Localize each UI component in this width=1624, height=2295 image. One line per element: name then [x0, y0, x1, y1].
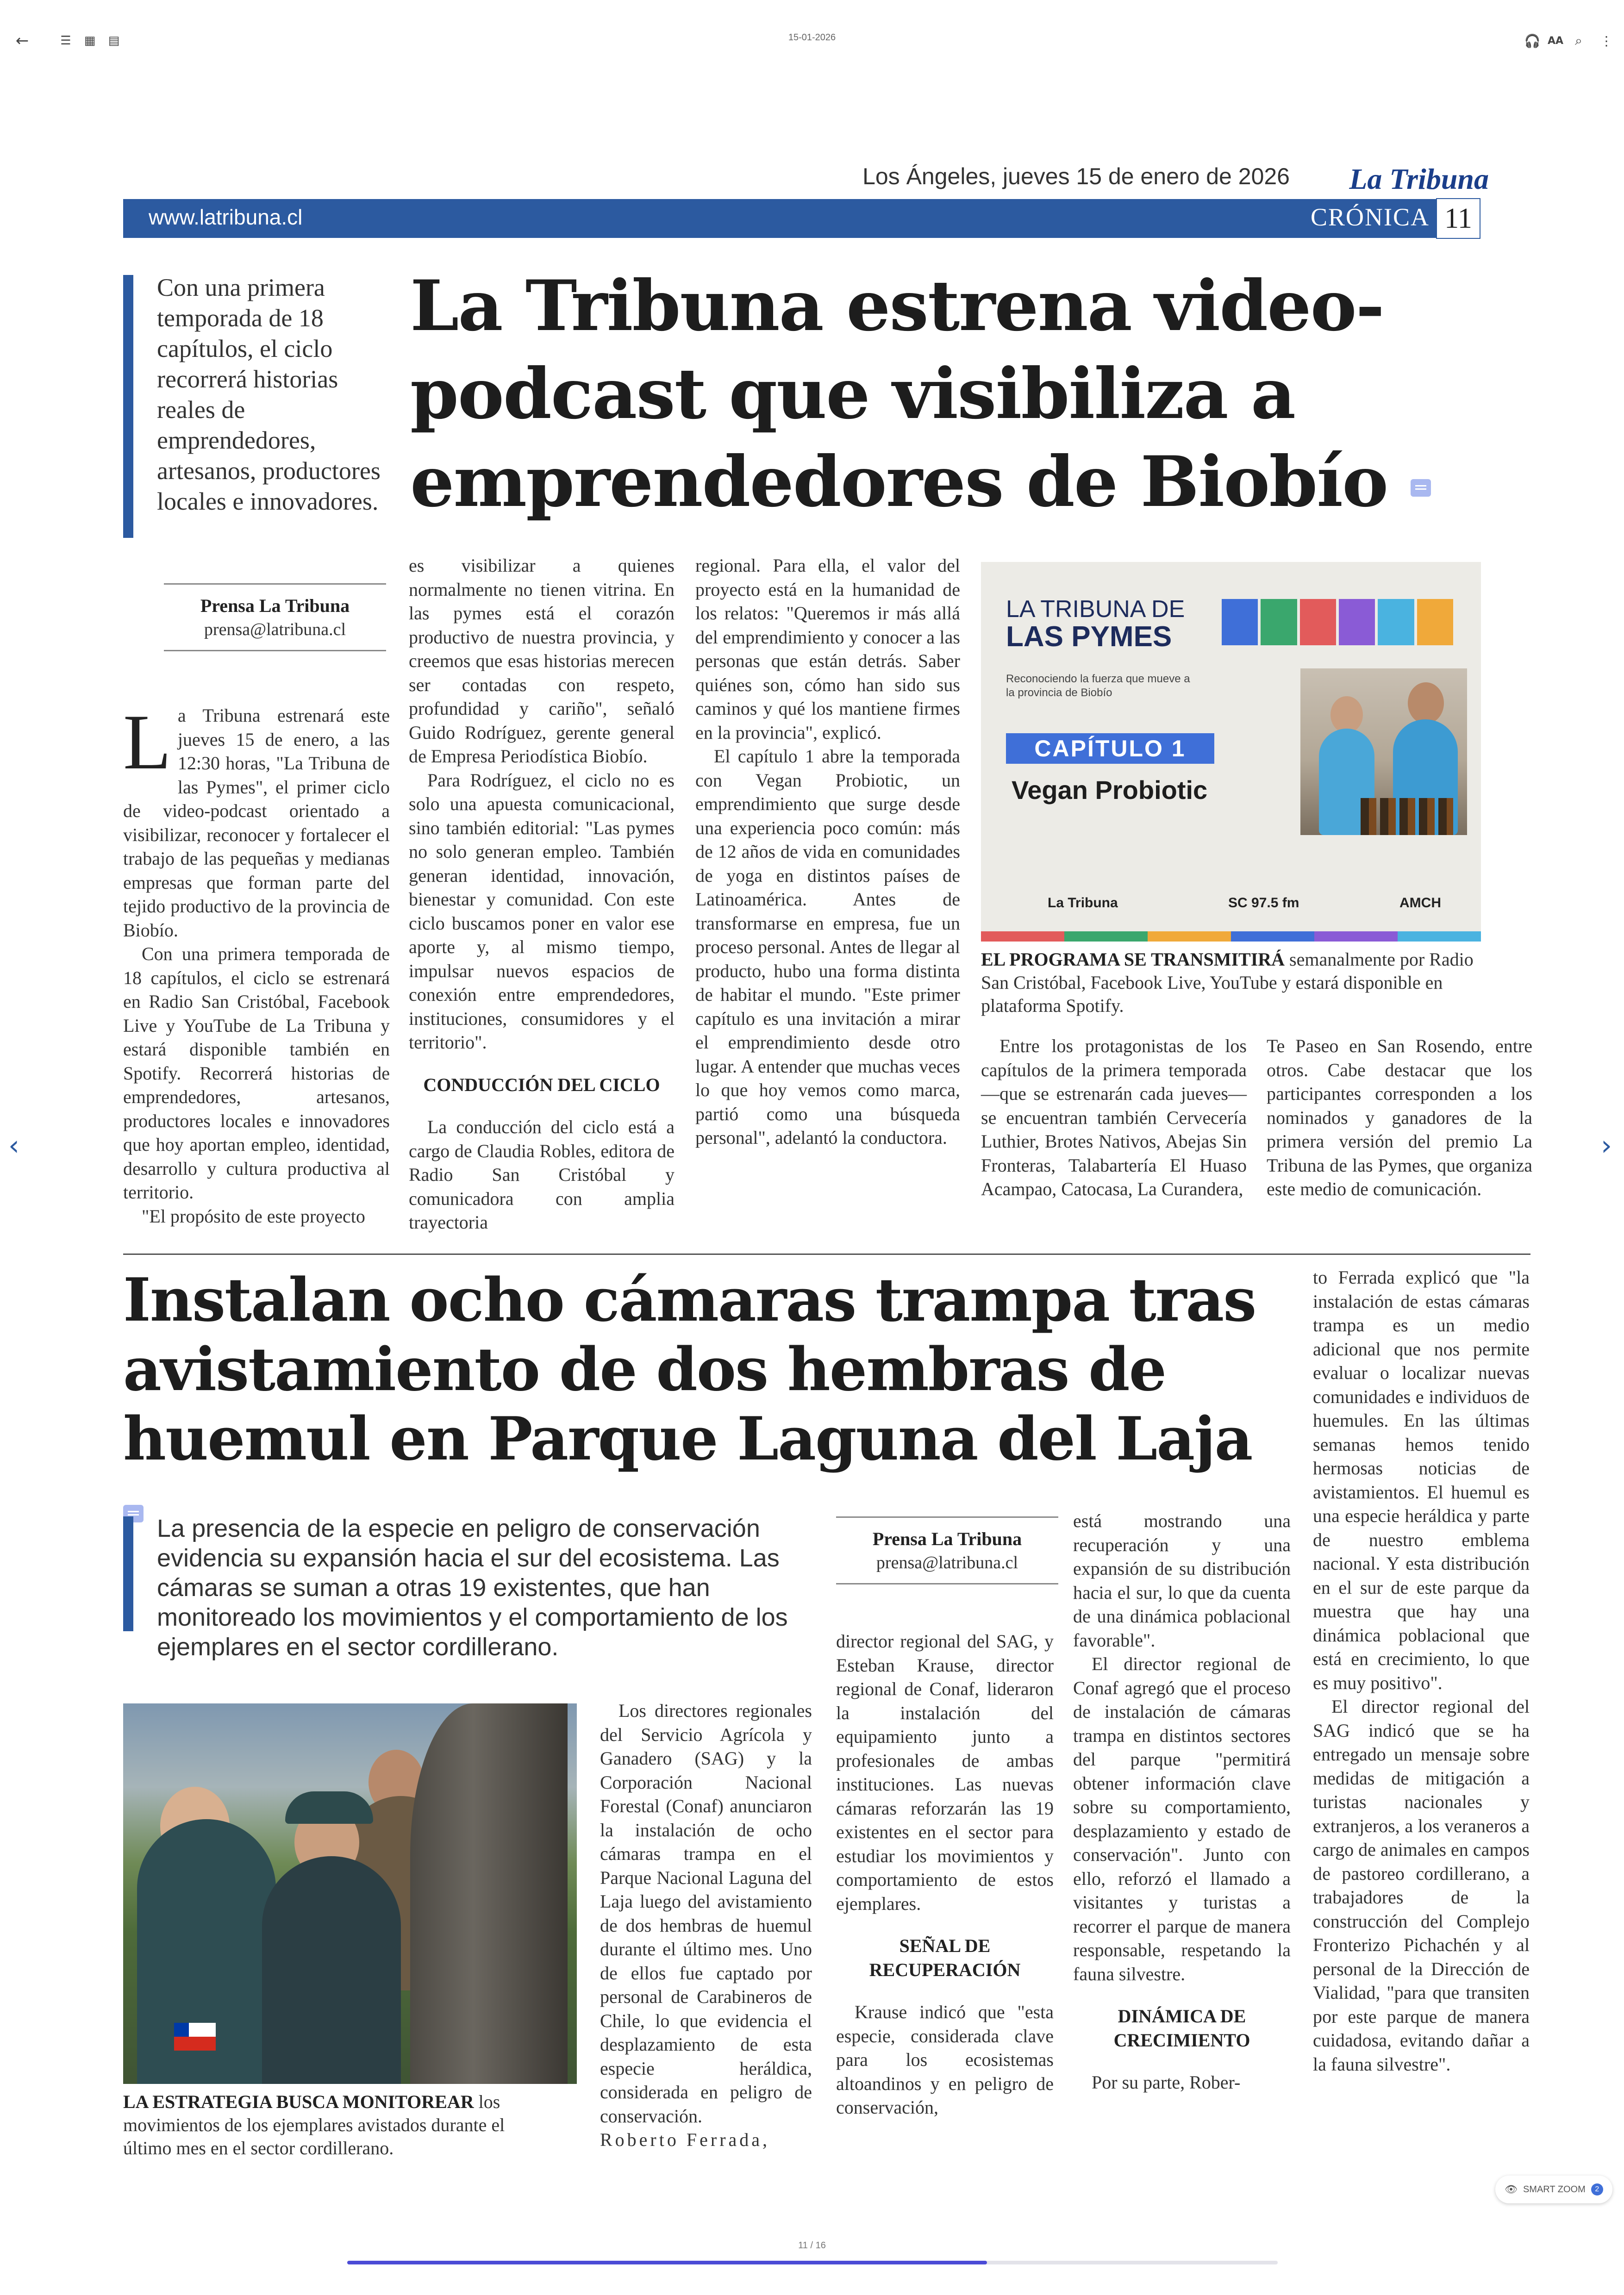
newspaper-page	[123, 153, 1530, 2199]
strip-segment	[981, 931, 1064, 942]
next-page-icon[interactable]: ›	[1601, 1129, 1612, 1162]
masthead-bar-background	[123, 199, 1480, 238]
paragraph	[123, 698, 390, 942]
caption-bold: LA ESTRATEGIA BUSCA MONITOREAR	[123, 2091, 474, 2112]
cap	[285, 1791, 373, 1824]
prev-page-icon[interactable]: ‹	[8, 1129, 19, 1162]
article1-headline-text: La Tribuna estrena video-podcast que visibiliza a emprendedores de Biobío	[410, 265, 1388, 523]
person-head	[1330, 696, 1363, 733]
list-icon[interactable]: ☰	[60, 34, 71, 48]
page-number: 11	[1436, 198, 1480, 239]
person-body	[262, 1856, 401, 2084]
bottles	[1361, 798, 1453, 835]
article1-column-5	[1267, 1034, 1532, 1201]
logo-amch: AMCH	[1399, 895, 1441, 911]
site-url: www.latribuna.cl	[149, 205, 303, 229]
promo-title-line2: LAS PYMES	[1006, 621, 1172, 653]
strip-segment	[1231, 931, 1314, 942]
headphones-icon[interactable]: 🎧	[1524, 33, 1541, 49]
masthead-bar	[123, 199, 1480, 238]
paragraph-text: a Tribuna estrenará este jueves 15 de enero, a las 12:30 horas, "La Tribuna de las Pymes", el primer ciclo de video-podcast orientado a visibilizar, reconocer y fortalecer el trabajo de las pequeñas y medianas empresas que forman parte del tejido productivo de la provincia de Biobío.	[123, 705, 390, 941]
logo-radio-sc: SC 97.5 fm	[1228, 895, 1299, 911]
article2-headline	[123, 1266, 1290, 1543]
article1-column-4	[981, 1034, 1247, 1201]
reading-progress-fill	[347, 2261, 987, 2264]
paragraph: El director regional de Conaf agregó que el proceso de instalación de cámaras trampa en distintos sectores del parque "permitirá obtener información clave sobre su comportamiento, desplazamiento y estado de conservación". Junto con ello, reforzó el llamado a visitantes y turistas a recorrer el parque de manera responsable, respetando la fauna silvestre.	[1073, 1653, 1291, 1984]
category-tile	[1378, 599, 1414, 645]
article2-column-a	[600, 1699, 812, 2152]
masthead-date: Los Ángeles, jueves 15 de enero de 2026	[862, 163, 1290, 189]
category-tile	[1222, 599, 1258, 645]
caption-bold: EL PROGRAMA SE TRANSMITIRÁ	[981, 949, 1285, 970]
byline-email: prensa@latribuna.cl	[876, 1553, 1018, 1572]
paragraph: Los directores regionales del Servicio Agrícola y Ganadero (SAG) y la Corporación Nacional Forestal (Conaf) anunciaron la instalación de ocho cámaras trampa en el Parque Nacional Laguna del Laja luego del avistamiento de dos hembras de huemul durante el último mes. Uno de ellos fue captado por personal de Carabineros de Chile, lo que evidencia el desplazamiento de esta especie heráldica, considerada en peligro de conservación.	[600, 1700, 812, 2127]
paragraph: es visibilizar a quienes normalmente no tienen vitrina. En las pymes está el corazón productivo de nuestra provincia, y creemos que esas historias merecen ser contadas con respeto, profundidad y cariño", señaló Guido Rodríguez, gerente general de Empresa Periodística Biobío.	[409, 555, 675, 767]
byline-email: prensa@latribuna.cl	[204, 620, 346, 639]
note-icon[interactable]	[1411, 479, 1431, 497]
drop-cap: L	[123, 698, 171, 786]
deck-rule	[123, 275, 133, 538]
promo-subtitle: Reconociendo la fuerza que mueve a la provincia de Biobío	[1006, 673, 1190, 699]
person-head	[1408, 682, 1444, 724]
paragraph: to Ferrada explicó que "la instalación de estas cámaras trampa es un medio adicional que nos permite evaluar o localizar nuevas comunidades e individuos de huemules. En las últimas semanas hemos tenido hermosas noticias de avistamientos. El huemul es una especie heráldica y parte de nuestro emblema nacional. Y esta distribución en el sur de este parque da muestra que hay una dinámica poblacional que está en crecimiento, lo que es muy positivo".	[1313, 1267, 1530, 1693]
smart-zoom-button[interactable]	[1495, 2176, 1612, 2203]
viewer-toolbar	[0, 0, 1624, 83]
chile-flag-patch	[174, 2023, 216, 2051]
search-icon[interactable]: ⌕	[1575, 33, 1582, 48]
paragraph: Para Rodríguez, el ciclo no es solo una apuesta comunicacional, sino también editorial: "Las pymes no solo generan empleo. También generan identidad, innovación, bienestar y comunidad. Con este ciclo buscamos poner en valor ese aporte y, al mismo tiempo, impulsar nuevos espacios de conexión entre emprendedores, instituciones, consumidores y el territorio".	[409, 769, 675, 1053]
huemul-camera-photo	[123, 1703, 577, 2084]
article2-deck: La presencia de la especie en peligro de conservación evidencia su expansión hacia el sur del ecosistema. Las cámaras se suman a otras 19 existentes, que han monitoreado los movimientos y el comportamiento de los ejemplares en el sector cordillerano.	[157, 1515, 788, 1661]
byline-name: Prensa La Tribuna	[200, 595, 350, 616]
promo-caption	[981, 948, 1481, 1017]
smart-zoom-label: SMART ZOOM	[1523, 2184, 1586, 2195]
paragraph: Entre los protagonistas de los capítulos de la primera temporada —que se estrenarán cada jueves— se encuentran también Cervecería Luthier, Brotes Nativos, Abejas Sin Fronteras, Talabartería El Huaso Acampao, Catocasa, La Curandera,	[981, 1035, 1247, 1199]
article-divider	[123, 1254, 1530, 1255]
category-tile	[1417, 599, 1453, 645]
podcast-promo-image	[981, 562, 1481, 942]
eye-icon: 👁	[1505, 2183, 1518, 2195]
paragraph: Con una primera temporada de 18 capítulos, el ciclo se estrenará en Radio San Cristóbal, Facebook Live y YouTube de La Tribuna y estará disponible también en Spotify. Recorrerá historias de emprendedores, artesanos, productores locales e innovadores que hoy aportan empleo, identidad, desarrollo y cultura productiva al territorio.	[123, 943, 390, 1203]
article2-byline	[836, 1516, 1058, 1584]
caption-text: los movimientos de los ejemplares avistados durante el último mes en el sector cordillerano.	[123, 2091, 505, 2158]
subheading: CONDUCCIÓN DEL CICLO	[423, 1074, 660, 1095]
article1-column-2	[409, 554, 675, 1235]
paragraph: regional. Para ella, el valor del proyecto está en la humanidad de los relatos: "Queremos ir más allá del emprendimiento y conocer a las personas que están detrás. Saber quiénes son, cómo han sido sus caminos y qué los mantiene firmes en la provincia", explicó.	[695, 555, 960, 743]
article2-column-d	[1313, 1266, 1530, 2076]
back-arrow-icon[interactable]: ←	[15, 31, 29, 50]
subheading: SEÑAL DE RECUPERACIÓN	[869, 1935, 1021, 1980]
paragraph: "El propósito de este proyecto	[142, 1205, 365, 1227]
grid-icon[interactable]: ▦	[84, 34, 96, 48]
color-strip	[981, 931, 1481, 942]
newspaper-logo: La Tribuna	[1349, 162, 1489, 195]
huemul-photo-caption	[123, 2090, 540, 2160]
strip-segment	[1148, 931, 1231, 942]
promo-title-line1: LA TRIBUNA DE	[1006, 596, 1185, 623]
section-name: CRÓNICA	[1310, 203, 1430, 231]
article1-byline	[164, 583, 386, 651]
subheading: DINÁMICA DE CRECIMIENTO	[1113, 2006, 1250, 2051]
article1-column-1	[123, 698, 390, 1228]
strip-segment	[1064, 931, 1148, 942]
article1-column-3	[695, 554, 960, 1150]
hosts-photo	[1300, 668, 1467, 835]
text-size-icon[interactable]: AA	[1547, 35, 1564, 47]
episode-name: Vegan Probiotic	[1012, 775, 1208, 804]
paragraph: Krause indicó que "esta especie, considerada clave para los ecosistemas altoandinos y en peligro de conservación,	[836, 2002, 1054, 2118]
paragraph: Te Paseo en San Rosendo, entre otros. Cabe destacar que los participantes corresponden a los nominados y ganadores de la primera versión del premio La Tribuna de las Pymes, que organiza este medio de comunicación.	[1267, 1035, 1532, 1199]
category-tile	[1261, 599, 1297, 645]
paragraph: El capítulo 1 abre la temporada con Vegan Probiotic, un emprendimiento que surge desde una experiencia poco común: más de 12 años de vida en comunidades de yoga en distintos países de Latinoamérica. Antes de transformarse en empresa, fue un proceso personal. Antes de llegar al producto, hubo una forma distinta de habitar el mundo. "Este primer capítulo es una invitación a mirar el emprendimiento desde otro lugar. A entender que muchas veces lo que hoy vemos como marca, partió como una búsqueda personal", adelantó la conductora.	[695, 746, 960, 1148]
promo-category-tiles	[1222, 599, 1453, 645]
article2-column-b	[836, 1629, 1054, 2120]
paragraph: La conducción del ciclo está a cargo de Claudia Robles, editora de Radio San Cristóbal y comunicadora con amplia trayectoria	[409, 1116, 675, 1233]
byline-name: Prensa La Tribuna	[872, 1528, 1022, 1549]
viewer-date: 15-01-2026	[788, 32, 836, 43]
smart-zoom-badge: 2	[1591, 2183, 1603, 2195]
paragraph: Roberto Ferrada,	[600, 2129, 770, 2150]
pages-icon[interactable]: ▤	[108, 34, 120, 48]
paragraph: Por su parte, Rober-	[1092, 2072, 1241, 2093]
caption-text: semanalmente por Radio San Cristóbal, Facebook Live, YouTube y estará disponible en plataforma Spotify.	[981, 949, 1474, 1016]
strip-segment	[1398, 931, 1481, 942]
reading-progress-bar[interactable]	[347, 2261, 1278, 2264]
strip-segment	[1314, 931, 1398, 942]
logo-la-tribuna: La Tribuna	[1048, 895, 1118, 911]
paragraph: está mostrando una recuperación y una expansión de su distribución hacia el sur, lo que da cuenta de una dinámica poblacional favorable".	[1073, 1510, 1291, 1651]
paragraph: El director regional del SAG indicó que se ha entregado un mensaje sobre medidas de mitigación a turistas nacionales y extranjeros, a los veraneros a cargo de animales en campos de pastoreo cordillerano, a trabajadores de la construcción del Complejo Fronterizo Pichachén y al personal de la Dirección de Vialidad, "para que transiten por este parque de manera cuidadosa, evitando dañar a la fauna silvestre".	[1313, 1696, 1530, 2075]
page-indicator: 11 / 16	[798, 2240, 826, 2251]
category-tile	[1300, 599, 1336, 645]
more-icon[interactable]: ⋮	[1600, 33, 1613, 49]
promo-title	[1006, 595, 1185, 652]
article1-deck: Con una primera temporada de 18 capítulos, el ciclo recorrerá historias reales de emprendedores, artesanos, productores locales e innovadores.	[157, 274, 381, 515]
tree-trunk	[410, 1703, 568, 2084]
article2-headline-text: Instalan ocho cámaras trampa tras avistamiento de dos hembras de huemul en Parque Laguna del Laja	[123, 1266, 1256, 1474]
paragraph: director regional del SAG, y Esteban Krause, director regional de Conaf, lideraron la instalación del equipamiento junto a profesionales de ambas instituciones. Las nuevas cámaras reforzarán las 19 existentes en el sector para estudiar los movimientos y comportamiento de estos ejemplares.	[836, 1631, 1054, 1914]
article1-headline	[410, 262, 1489, 526]
category-tile	[1339, 599, 1375, 645]
deck-rule	[123, 1516, 133, 1631]
chapter-badge: CAPÍTULO 1	[1006, 733, 1214, 764]
article2-column-c	[1073, 1509, 1291, 2095]
